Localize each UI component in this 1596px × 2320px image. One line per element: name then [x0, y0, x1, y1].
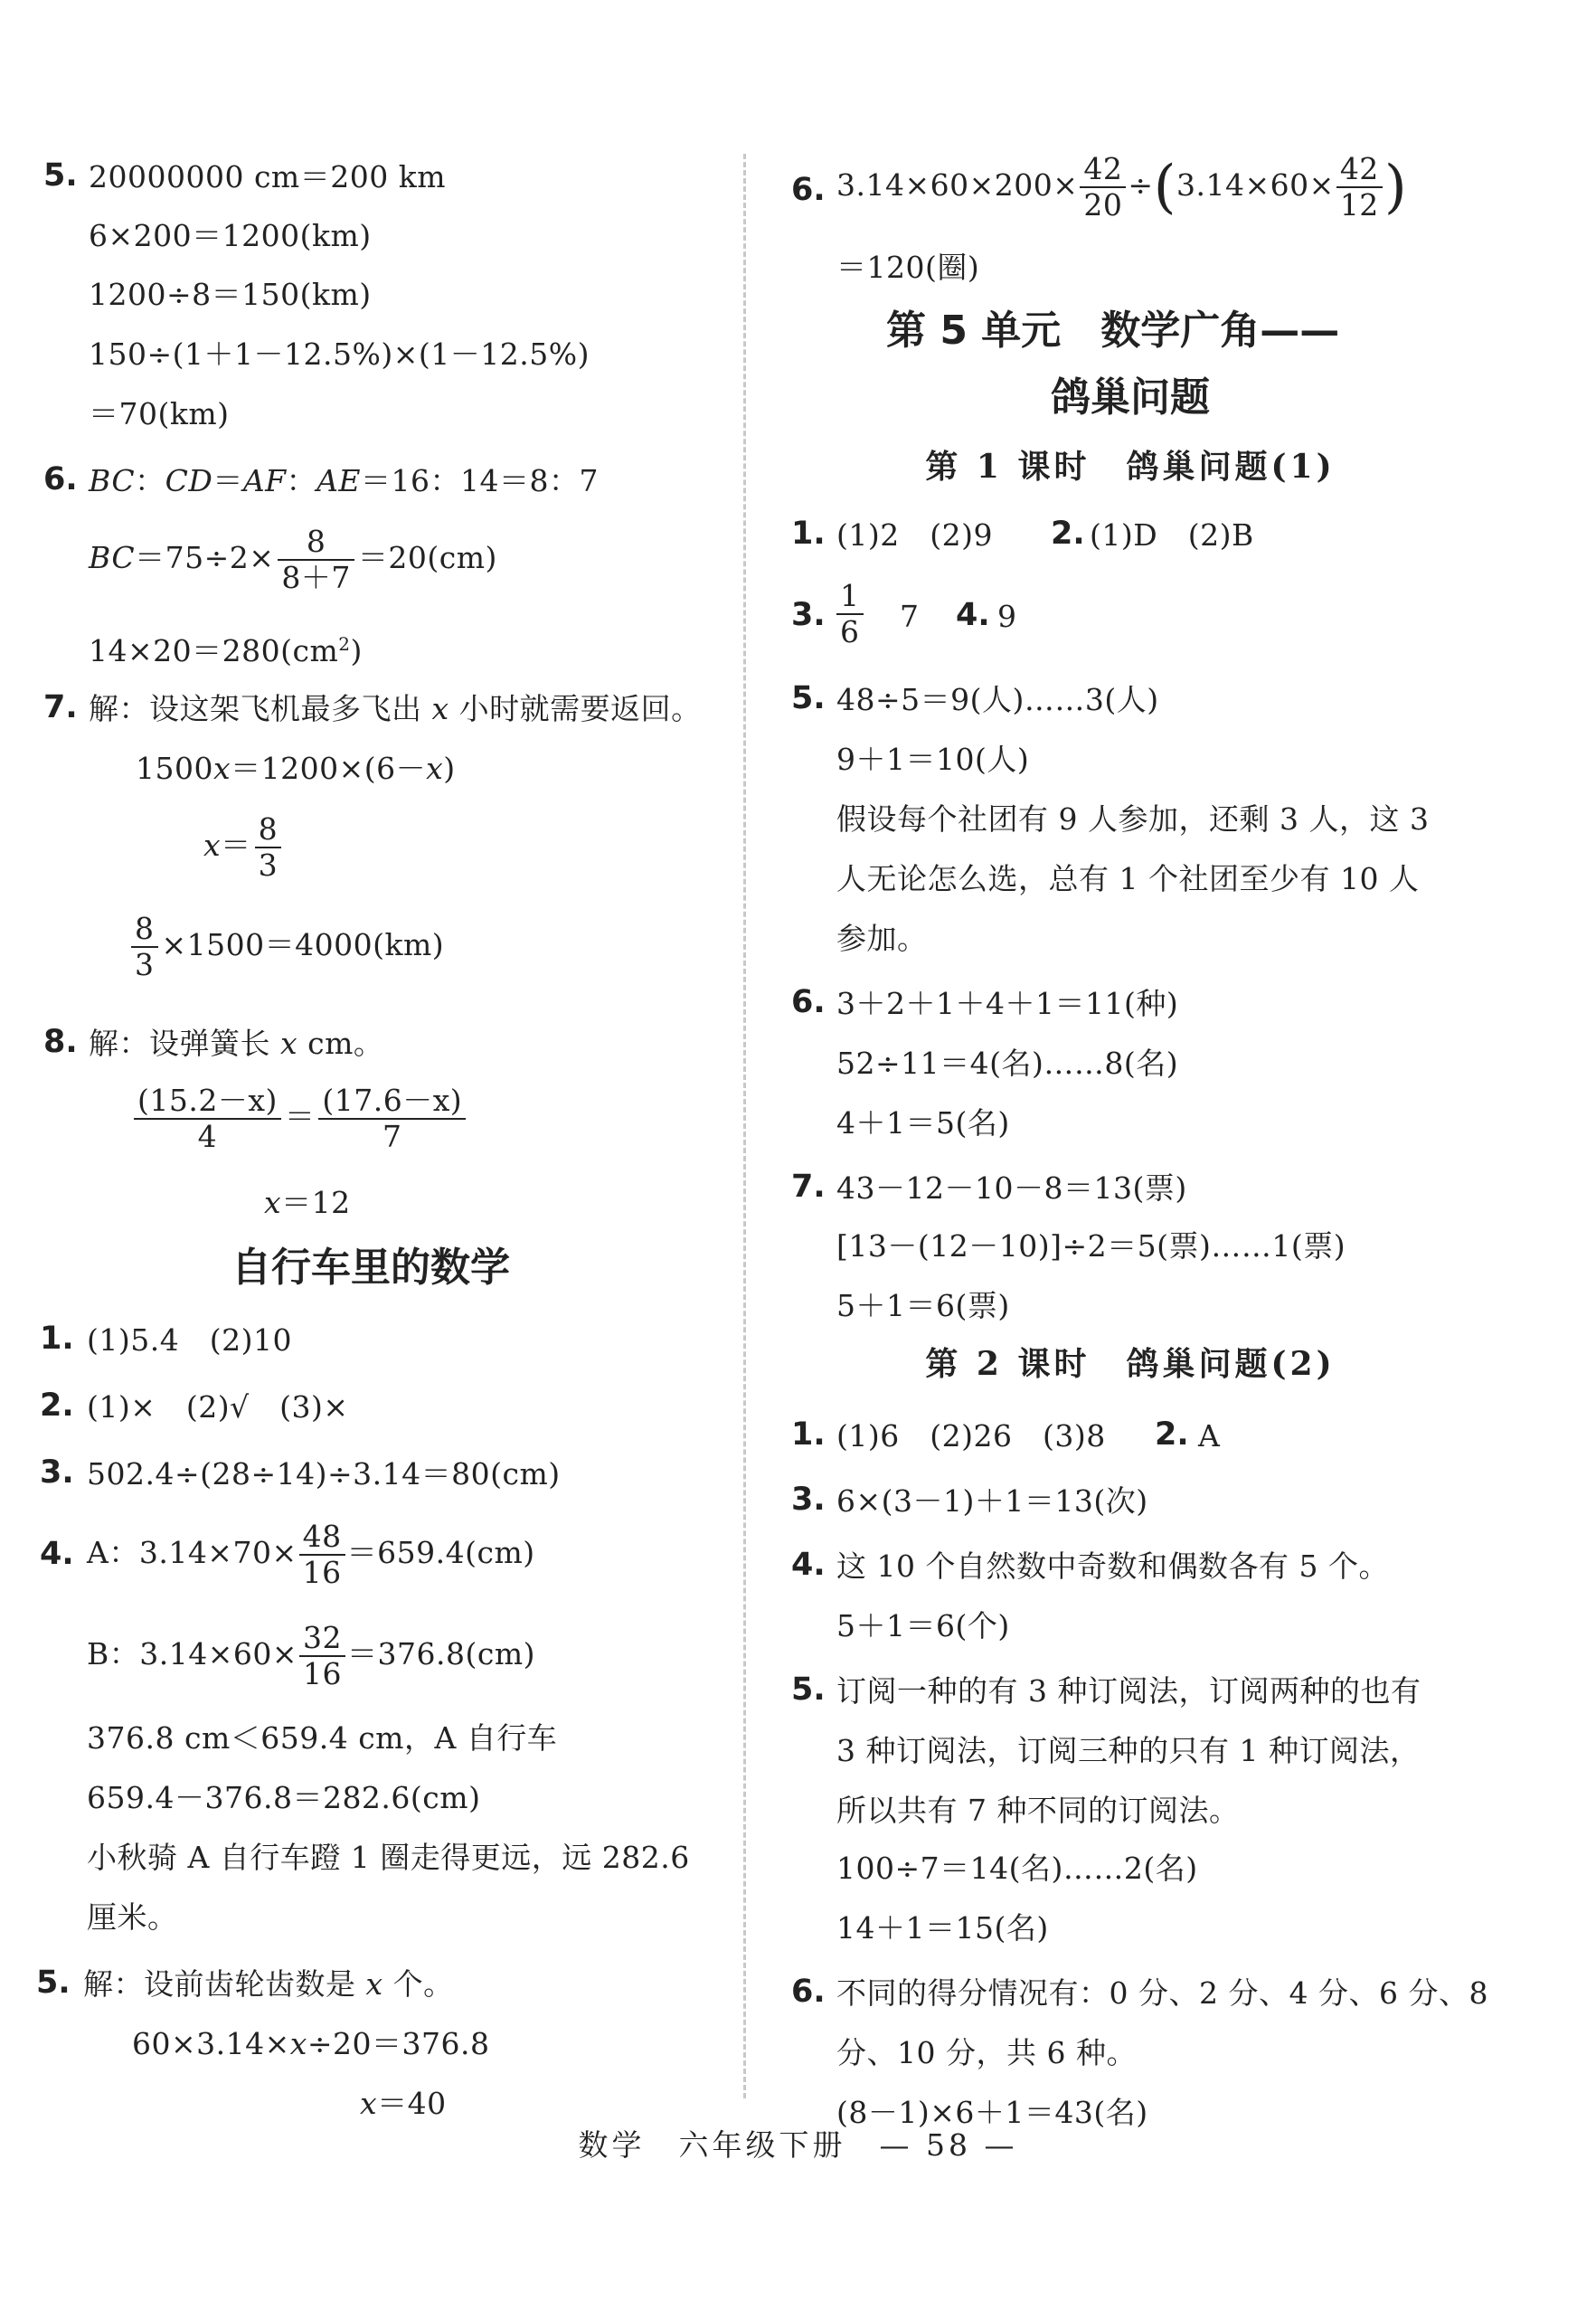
- answer-line: 1200÷8＝150(km): [89, 277, 372, 312]
- fraction: [1336, 152, 1383, 223]
- fraction-line: [203, 812, 285, 883]
- question-number: 4.: [40, 1536, 74, 1572]
- text: ＝40: [377, 2086, 447, 2121]
- answer-line: 这 10 个自然数中奇数和偶数各有 5 个。: [836, 1548, 1389, 1584]
- var-text: x: [360, 2086, 378, 2121]
- question-number: 6.: [791, 984, 826, 1020]
- fraction-line: [836, 579, 864, 649]
- question-number: 3.: [40, 1454, 74, 1491]
- question-number: 2.: [1155, 1416, 1189, 1453]
- fraction: [299, 1621, 345, 1691]
- proportion-line: [134, 1084, 469, 1154]
- answer-line: 所以共有 7 种不同的订阅法。: [836, 1793, 1240, 1828]
- question-number: 7.: [791, 1169, 826, 1205]
- answer-line: [13－(12－10)]÷2＝5(票)……1(票): [836, 1228, 1346, 1264]
- text: 个。: [392, 1966, 454, 2002]
- var-text: x: [264, 1185, 282, 1220]
- answer-line: (1)5.4 (2)10: [87, 1322, 292, 1358]
- text: ÷20＝376.8: [307, 2026, 490, 2061]
- denominator: 8＋7: [281, 560, 351, 595]
- fraction: [1080, 152, 1126, 223]
- answer-line: 5＋1＝6(个): [836, 1608, 1010, 1643]
- question-number: 3.: [791, 597, 826, 633]
- text: ＝1200×(6－: [231, 751, 427, 786]
- lesson-title: 第 2 课时 鸽巢问题(2): [925, 1345, 1336, 1383]
- answer-line: 3 种订阅法，订阅三种的只有 1 种订阅法，: [836, 1733, 1421, 1768]
- fraction: [255, 812, 282, 883]
- text: ): [443, 751, 456, 786]
- text: ＝75÷2×: [135, 540, 275, 575]
- left-paren: (: [1153, 154, 1177, 221]
- question-number: 4.: [791, 1547, 826, 1583]
- answer-line: [89, 626, 363, 669]
- text: 1500: [136, 751, 213, 786]
- var-text: x: [280, 1026, 298, 1061]
- answer-line: 厘米。: [87, 1899, 178, 1935]
- text: ×1500＝4000(km): [161, 927, 445, 962]
- denominator: 3: [135, 947, 155, 982]
- answer-line: 9＋1＝10(人): [836, 742, 1030, 777]
- answer-line: 7: [900, 599, 920, 634]
- answer-line: ＝70(km): [89, 396, 230, 431]
- answer-line: 小秋骑 A 自行车蹬 1 圈走得更远，远 282.6: [87, 1840, 690, 1875]
- column-divider: [743, 154, 746, 2098]
- var-text: x: [365, 1966, 383, 2002]
- denominator: 16: [302, 1555, 342, 1590]
- fraction: [278, 525, 354, 595]
- fraction: [134, 1084, 281, 1154]
- var-text: x: [289, 2026, 307, 2061]
- denominator: 7: [382, 1119, 402, 1154]
- numerator: 48: [299, 1520, 345, 1556]
- answer-line: (1)D (2)B: [1090, 517, 1254, 553]
- text: ：: [135, 463, 165, 498]
- answer-line: [89, 691, 702, 727]
- var-text: AF: [242, 463, 287, 498]
- answer-line: 659.4－376.8＝282.6(cm): [87, 1780, 481, 1815]
- equation-line: [132, 2026, 490, 2062]
- text: ＝: [284, 1099, 316, 1134]
- text: 小时就需要返回。: [458, 691, 702, 726]
- numerator: 8: [278, 525, 354, 561]
- var-text: BC: [89, 540, 136, 575]
- question-number: 6.: [43, 461, 78, 497]
- answer-line: [89, 1026, 383, 1062]
- lesson-title: 第 1 课时 鸽巢问题(1): [925, 448, 1336, 486]
- text: 14×20＝280(cm: [89, 633, 339, 668]
- text: A：3.14×70×: [87, 1535, 297, 1570]
- answer-line: 376.8 cm＜659.4 cm，A 自行车: [87, 1720, 558, 1756]
- text: 60×3.14×: [132, 2026, 290, 2061]
- question-number: 5.: [791, 1671, 826, 1708]
- text: 解：设弹簧长: [89, 1026, 270, 1061]
- page-footer: 数学 六年级下册 — 58 —: [578, 2127, 1018, 2163]
- denominator: 20: [1083, 187, 1123, 223]
- answer-line: 人无论怎么选，总有 1 个社团至少有 10 人: [836, 861, 1420, 896]
- answer-line: ＝120(圈): [836, 250, 980, 285]
- answer-line: [360, 2086, 447, 2122]
- answer-line: 100÷7＝14(名)……2(名): [836, 1851, 1198, 1886]
- denominator: 6: [840, 614, 860, 649]
- answer-line: 参加。: [836, 921, 928, 956]
- answer-line: 20000000 cm＝200 km: [89, 159, 446, 194]
- numerator: 8: [131, 912, 158, 948]
- fraction: [836, 579, 864, 649]
- text: ：: [286, 463, 317, 498]
- answer-line: (1)× (2)√ (3)×: [87, 1389, 349, 1425]
- var-text: x: [212, 751, 231, 786]
- answer-line: (8－1)×6＋1＝43(名): [836, 2095, 1148, 2130]
- answer-line: 4＋1＝5(名): [836, 1105, 1010, 1141]
- answer-line: [264, 1185, 351, 1221]
- question-number: 5.: [36, 1965, 71, 2001]
- fraction: [318, 1084, 466, 1154]
- question-number: 8.: [43, 1024, 78, 1060]
- right-paren: ): [1384, 154, 1408, 221]
- denominator: 16: [303, 1656, 343, 1691]
- unit-title: 第 5 单元 数学广角——: [886, 308, 1340, 354]
- fraction-line: [87, 1520, 535, 1590]
- denominator: 12: [1339, 187, 1379, 223]
- var-text: x: [431, 691, 449, 726]
- question-number: 7.: [43, 689, 78, 725]
- answer-line: 150÷(1＋1－12.5%)×(1－12.5%): [89, 336, 590, 372]
- answer-line: 14＋1＝15(名): [836, 1910, 1049, 1946]
- answer-line: (1)2 (2)9: [836, 517, 993, 553]
- answer-line: 6×(3－1)＋1＝13(次): [836, 1483, 1148, 1519]
- text: 3.14×60×: [1176, 167, 1335, 203]
- question-number: 4.: [956, 597, 990, 633]
- answer-line: (1)6 (2)26 (3)8: [836, 1418, 1106, 1454]
- var-text: BC: [89, 463, 136, 498]
- text: ): [350, 633, 363, 668]
- answer-line: 52÷11＝4(名)……8(名): [836, 1046, 1179, 1081]
- text: ＝: [212, 463, 243, 498]
- answer-line: 不同的得分情况有：0 分、2 分、4 分、6 分、8: [836, 1975, 1488, 2011]
- equation-line: [136, 751, 456, 787]
- numerator: 32: [299, 1621, 345, 1657]
- fraction-line: [89, 525, 497, 595]
- var-text: AE: [316, 463, 361, 498]
- denominator: 4: [197, 1119, 218, 1154]
- var-text: CD: [165, 463, 213, 498]
- fraction-line: [836, 152, 1407, 223]
- text: 3.14×60×200×: [836, 167, 1079, 203]
- text: 解：设前齿轮齿数是: [83, 1966, 356, 2002]
- answer-line: 5＋1＝6(票): [836, 1288, 1010, 1323]
- answer-line: 502.4÷(28÷14)÷3.14＝80(cm): [87, 1456, 561, 1491]
- answer-line: 9: [997, 599, 1017, 634]
- text: ＝659.4(cm): [346, 1535, 535, 1570]
- answer-line: A: [1198, 1418, 1221, 1454]
- var-text: x: [426, 751, 444, 786]
- answer-line: 假设每个社团有 9 人参加，还剩 3 人，这 3: [836, 801, 1430, 837]
- answer-line: [83, 1966, 454, 2003]
- numerator: 42: [1336, 152, 1383, 188]
- section-title: 自行车里的数学: [231, 1245, 510, 1291]
- question-number: 2.: [1051, 516, 1085, 552]
- question-number: 6.: [791, 172, 826, 208]
- question-number: 3.: [791, 1482, 826, 1518]
- question-number: 2.: [40, 1387, 74, 1424]
- text: ＝: [221, 828, 251, 863]
- answer-line: 48÷5＝9(人)……3(人): [836, 682, 1159, 717]
- numerator: (15.2－x): [134, 1084, 281, 1120]
- numerator: 1: [836, 579, 864, 615]
- text: ＝20(cm): [357, 540, 497, 575]
- question-number: 5.: [791, 680, 826, 716]
- fraction-line: [87, 1621, 535, 1691]
- text: ＝16：14＝8：7: [361, 463, 599, 498]
- answer-line: 3＋2＋1＋4＋1＝11(种): [836, 986, 1179, 1021]
- text: ＝376.8(cm): [347, 1636, 536, 1671]
- var-text: x: [203, 828, 222, 863]
- superscript: 2: [338, 633, 351, 655]
- text: 解：设这架飞机最多飞出: [89, 691, 422, 726]
- fraction-line: [131, 912, 444, 982]
- ratio-line: [89, 463, 599, 499]
- question-number: 1.: [791, 516, 826, 552]
- question-number: 5.: [43, 157, 78, 194]
- text: B：3.14×60×: [87, 1636, 298, 1671]
- answer-line: 6×200＝1200(km): [89, 218, 372, 253]
- answer-line: 43－12－10－8＝13(票): [836, 1170, 1187, 1206]
- answer-line: 订阅一种的有 3 种订阅法，订阅两种的也有: [836, 1673, 1421, 1709]
- unit-subtitle: 鸽巢问题: [1051, 374, 1210, 421]
- numerator: 42: [1080, 152, 1126, 188]
- answer-line: 分、10 分，共 6 种。: [836, 2035, 1137, 2070]
- numerator: (17.6－x): [318, 1084, 466, 1120]
- question-number: 1.: [791, 1416, 826, 1453]
- question-number: 1.: [40, 1321, 74, 1357]
- fraction: [131, 912, 158, 982]
- text: ÷: [1128, 167, 1154, 203]
- text: ＝12: [281, 1185, 351, 1220]
- denominator: 3: [258, 848, 279, 883]
- question-number: 6.: [791, 1974, 826, 2010]
- text: cm。: [307, 1026, 384, 1061]
- numerator: 8: [255, 812, 282, 848]
- fraction: [299, 1520, 345, 1590]
